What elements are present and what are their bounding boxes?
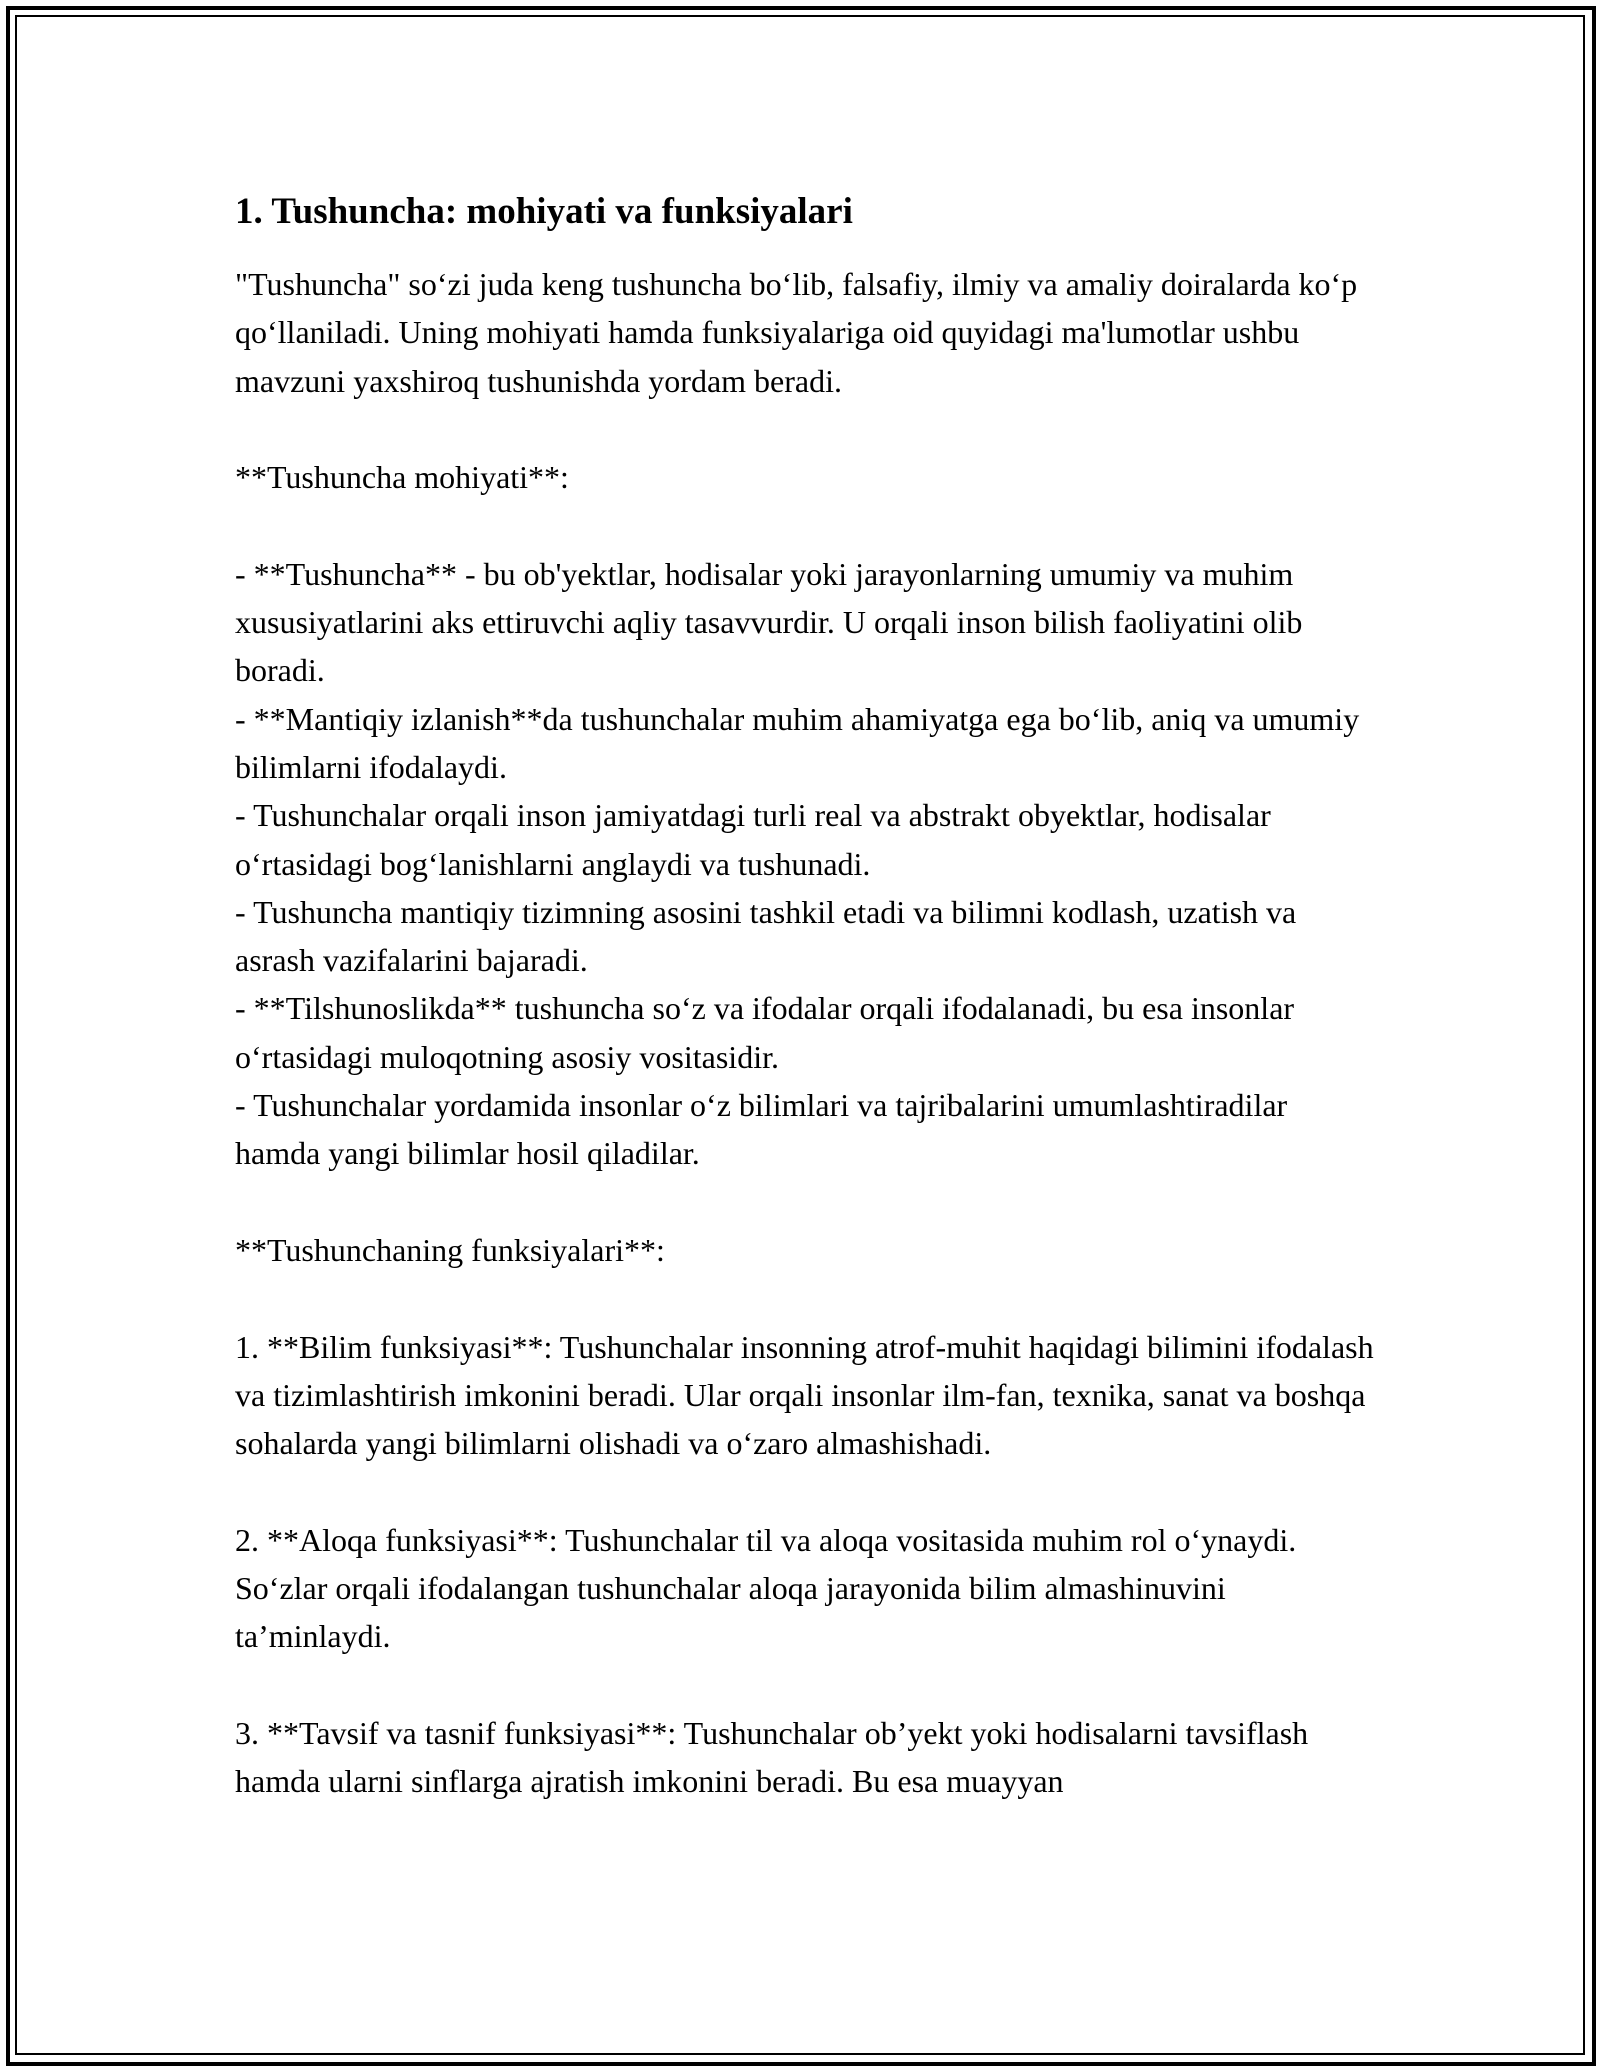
- paragraph-gap: [235, 405, 1375, 453]
- essence-item: - **Tushuncha** - bu ob'yektlar, hodisalar yoki jarayonlarning umumiy va muhim xususiyatlarini aks ettiruvchi aqliy tasavvurdir. U orqali inson bilish faoliyatini olib boradi.: [235, 555, 1303, 689]
- function-item: 1. **Bilim funksiyasi**: Tushunchalar insonning atrof-muhit haqidagi bilimini ifodalash va tizimlashtirish imkonini beradi. Ular orqali insonlar ilm-fan, texnika, sanat va boshqa sohalarda yangi bilimlarni olishadi va o‘zaro almashishadi.: [235, 1328, 1374, 1462]
- essence-item: - **Mantiqiy izlanish**da tushunchalar muhim ahamiyatga ega bo‘lib, aniq va umumiy bilimlarni ifodalaydi.: [235, 700, 1360, 785]
- function-item: 2. **Aloqa funksiyasi**: Tushunchalar til va aloqa vositasida muhim rol o‘ynaydi. So‘zlar orqali ifodalangan tushunchalar aloqa jarayonida bilim almashinuvini ta’minlaydi.: [235, 1521, 1297, 1655]
- document-heading: 1. Tushuncha: mohiyati va funksiyalari: [235, 191, 853, 232]
- function-item: 3. **Tavsif va tasnif funksiyasi**: Tushunchalar ob’yekt yoki hodisalarni tavsiflash hamda ularni sinflarga ajratish imkonini beradi. Bu esa muayyan: [235, 1714, 1309, 1800]
- paragraph-gap: [235, 1274, 1375, 1322]
- essence-title: **Tushuncha mohiyati**:: [235, 459, 569, 496]
- paragraph-gap: [235, 501, 1375, 549]
- document-body: [235, 180, 1375, 1806]
- intro-paragraph: "Tushuncha" so‘zi juda keng tushuncha bo‘lib, falsafiy, ilmiy va amaliy doiralarda ko‘p qo‘llaniladi. Uning mohiyati hamda funksiyalariga oid quyidagi ma'lumotlar ushbu mavzuni yaxshiroq tushunishda yordam beradi.: [235, 266, 1358, 399]
- functions-title: **Tushunchaning funksiyalari**:: [235, 1231, 665, 1268]
- paragraph-gap: [235, 1467, 1375, 1515]
- essence-item: - Tushunchalar yordamida insonlar o‘z bilimlari va tajribalarini umumlashtiradilar hamda yangi bilimlar hosil qiladilar.: [235, 1087, 1288, 1172]
- essence-item: - Tushuncha mantiqiy tizimning asosini tashkil etadi va bilimni kodlash, uzatish va asrash vazifalarini bajaradi.: [235, 893, 1297, 979]
- essence-item: - Tushunchalar orqali inson jamiyatdagi turli real va abstrakt obyektlar, hodisalar o‘rtasidagi bog‘lanishlarni anglaydi va tushunadi.: [235, 797, 1271, 882]
- essence-item: - **Tilshunoslikda** tushuncha so‘z va ifodalar orqali ifodalanadi, bu esa insonlar o‘rtasidagi muloqotning asosiy vositasidir.: [235, 990, 1295, 1075]
- paragraph-gap: [235, 1661, 1375, 1709]
- paragraph-gap: [235, 1178, 1375, 1226]
